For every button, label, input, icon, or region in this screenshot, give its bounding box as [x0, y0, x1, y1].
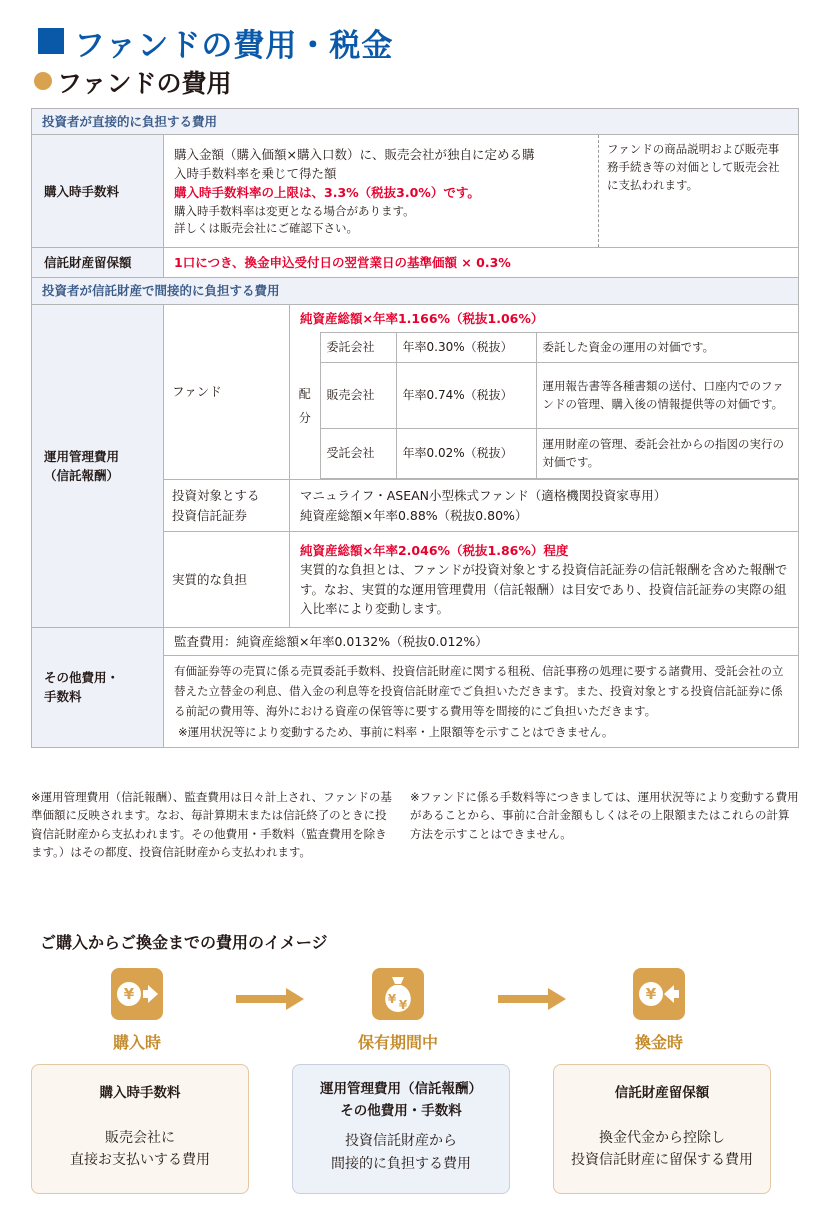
- yen-out-icon: [633, 968, 685, 1020]
- card-body-1: 投資信託財産から: [345, 1133, 457, 1150]
- fee-table: [31, 108, 799, 748]
- allocation-desc: 運用報告書等各種書類の送付、口座内でのファンドの管理、購入後の情報提供等の対価です。: [536, 363, 798, 429]
- yen-in-icon: [111, 968, 163, 1020]
- target-fund-label-1: 投資対象とする: [172, 488, 260, 504]
- section-subtitle: ファンドの費用: [57, 69, 232, 98]
- svg-text:¥: ¥: [398, 998, 408, 1012]
- arrow-icon: [236, 988, 306, 1010]
- stage-label-purchase: 購入時: [112, 1033, 161, 1052]
- fund-total: 純資産総額×年率1.166%（税抜1.06%）: [300, 310, 544, 326]
- card-heading: 購入時手数料: [99, 1085, 181, 1101]
- target-fund-name: マニュライフ・ASEAN小型株式ファンド（適格機関投資家専用）: [300, 488, 667, 504]
- allocation-party: 受託会社: [320, 429, 396, 479]
- target-fund-label: [164, 480, 290, 532]
- holding-cost-card: [292, 1064, 510, 1194]
- reserve-value: 1口につき、換金申込受付日の翌営業日の基準価額 × 0.3%: [164, 248, 799, 278]
- purchase-fee-line1: 購入金額（購入価額×購入口数）に、販売会社が独自に定める購: [174, 146, 535, 162]
- allocation-rate: 年率0.74%（税抜）: [396, 363, 536, 429]
- card-body-2: 直接お支払いする費用: [70, 1151, 210, 1168]
- management-fee-label-2: （信託報酬）: [44, 467, 120, 483]
- cost-image-title: ご購入からご換金までの費用のイメージ: [40, 933, 328, 952]
- stage-label-holding: 保有期間中: [357, 1033, 438, 1052]
- purchase-cost-card: [31, 1064, 249, 1194]
- target-fund-label-2: 投資信託証券: [172, 507, 248, 523]
- footnote-right: ※ファンドに係る手数料等につきましては、運用状況等により変動する費用があることから、事前に合計金額もしくはその上限額またはこれらの計算方法を示すことはできません。: [410, 790, 799, 841]
- card-heading: 信託財産留保額: [614, 1085, 710, 1101]
- card-body-2: 間接的に負担する費用: [331, 1155, 471, 1172]
- stage-label-redemption: 換金時: [634, 1033, 683, 1052]
- redemption-cost-card: [553, 1064, 771, 1194]
- purchase-fee-note2: 詳しくは販売会社にご確認下さい。: [174, 221, 358, 236]
- other-fees-desc: 有価証券等の売買に係る売買委託手数料、投資信託財産に関する租税、信託事務の処理に要する諸費用、受託会社の立替えた立替金の利息、借入金の利息等を投資信託財産でご負担いただきます。また、投資対象とする投資信託証券に係る前記の費用等、海外における資産の保管等に要する費用等を間接的にご負担いただきます。: [174, 664, 784, 719]
- card-body-1: 換金代金から控除し: [599, 1129, 725, 1146]
- card-body-1: 販売会社に: [105, 1129, 175, 1146]
- allocation-table: [290, 332, 798, 479]
- purchase-fee-label: 購入時手数料: [32, 135, 164, 248]
- effective-burden-label: 実質的な負担: [164, 532, 290, 628]
- other-fees-label-2: 手数料: [44, 689, 82, 705]
- reserve-label: 信託財産留保額: [32, 248, 164, 278]
- purchase-fee-line2: 入時手数料率を乗じて得た額: [174, 165, 337, 181]
- svg-text:¥: ¥: [123, 985, 135, 1003]
- subtitle-bullet: [34, 72, 52, 90]
- allocation-label-2: 分: [298, 410, 311, 425]
- svg-text:¥: ¥: [387, 992, 397, 1006]
- arrow-icon: [498, 988, 568, 1010]
- purchase-fee-side-note: ファンドの商品説明および販売事務手続き等の対価として販売会社に支払われます。: [599, 135, 799, 248]
- allocation-party: 販売会社: [320, 363, 396, 429]
- fund-label: ファンド: [164, 304, 290, 479]
- effective-burden-total: 純資産総額×年率2.046%（税抜1.86%）程度: [300, 542, 569, 558]
- allocation-desc: 運用財産の管理、委託会社からの指図の実行の対価です。: [536, 429, 798, 479]
- allocation-rate: 年率0.30%（税抜）: [396, 333, 536, 363]
- card-heading: 運用管理費用（信託報酬）: [320, 1081, 482, 1097]
- card-body-2: 投資信託財産に留保する費用: [571, 1151, 753, 1168]
- allocation-label: [290, 333, 320, 479]
- target-fund-rate: 純資産総額×年率0.88%（税抜0.80%）: [300, 507, 528, 523]
- indirect-cost-header: 投資者が信託財産で間接的に負担する費用: [32, 278, 799, 304]
- svg-text:¥: ¥: [645, 985, 657, 1003]
- management-fee-label-1: 運用管理費用: [44, 448, 120, 464]
- allocation-party: 委託会社: [320, 333, 396, 363]
- title-marker: [38, 28, 64, 54]
- purchase-fee-limit: 購入時手数料率の上限は、3.3%（税抜3.0%）です。: [174, 185, 480, 201]
- effective-burden-desc: 実質的な負担とは、ファンドが投資対象とする投資信託証券の信託報酬を含めた報酬です。なお、実質的な運用管理費用（信託報酬）は目安であり、投資信託証券の実際の組入比率により変動します。: [300, 562, 788, 616]
- other-fees-label-1: その他費用・: [44, 670, 120, 685]
- allocation-label-1: 配: [298, 386, 311, 401]
- other-fees-note: ※運用状況等により変動するため、事前に料率・上限額等を示すことはできません。: [178, 724, 614, 739]
- card-heading-2: その他費用・手数料: [340, 1102, 462, 1119]
- footnote-left: ※運用管理費用（信託報酬）、監査費用は日々計上され、ファンドの基準価額に反映されます。なお、毎計算期末または信託終了のときに投資信託財産から支払われます。その他費用・手数料（監査費用を除きます。）はその都度、投資信託財産から支払われます。: [31, 790, 392, 860]
- allocation-desc: 委託した資金の運用の対価です。: [536, 333, 798, 363]
- other-fees-label: [32, 628, 164, 748]
- money-bag-icon: [372, 968, 424, 1020]
- audit-fee: 監査費用：純資産総額×年率0.0132%（税抜0.012%）: [164, 628, 799, 656]
- allocation-rate: 年率0.02%（税抜）: [396, 429, 536, 479]
- direct-cost-header: 投資者が直接的に負担する費用: [32, 109, 799, 135]
- management-fee-label: [32, 304, 164, 627]
- page-title: ファンドの費用・税金: [74, 28, 394, 64]
- purchase-fee-note1: 購入時手数料率は変更となる場合があります。: [174, 203, 415, 218]
